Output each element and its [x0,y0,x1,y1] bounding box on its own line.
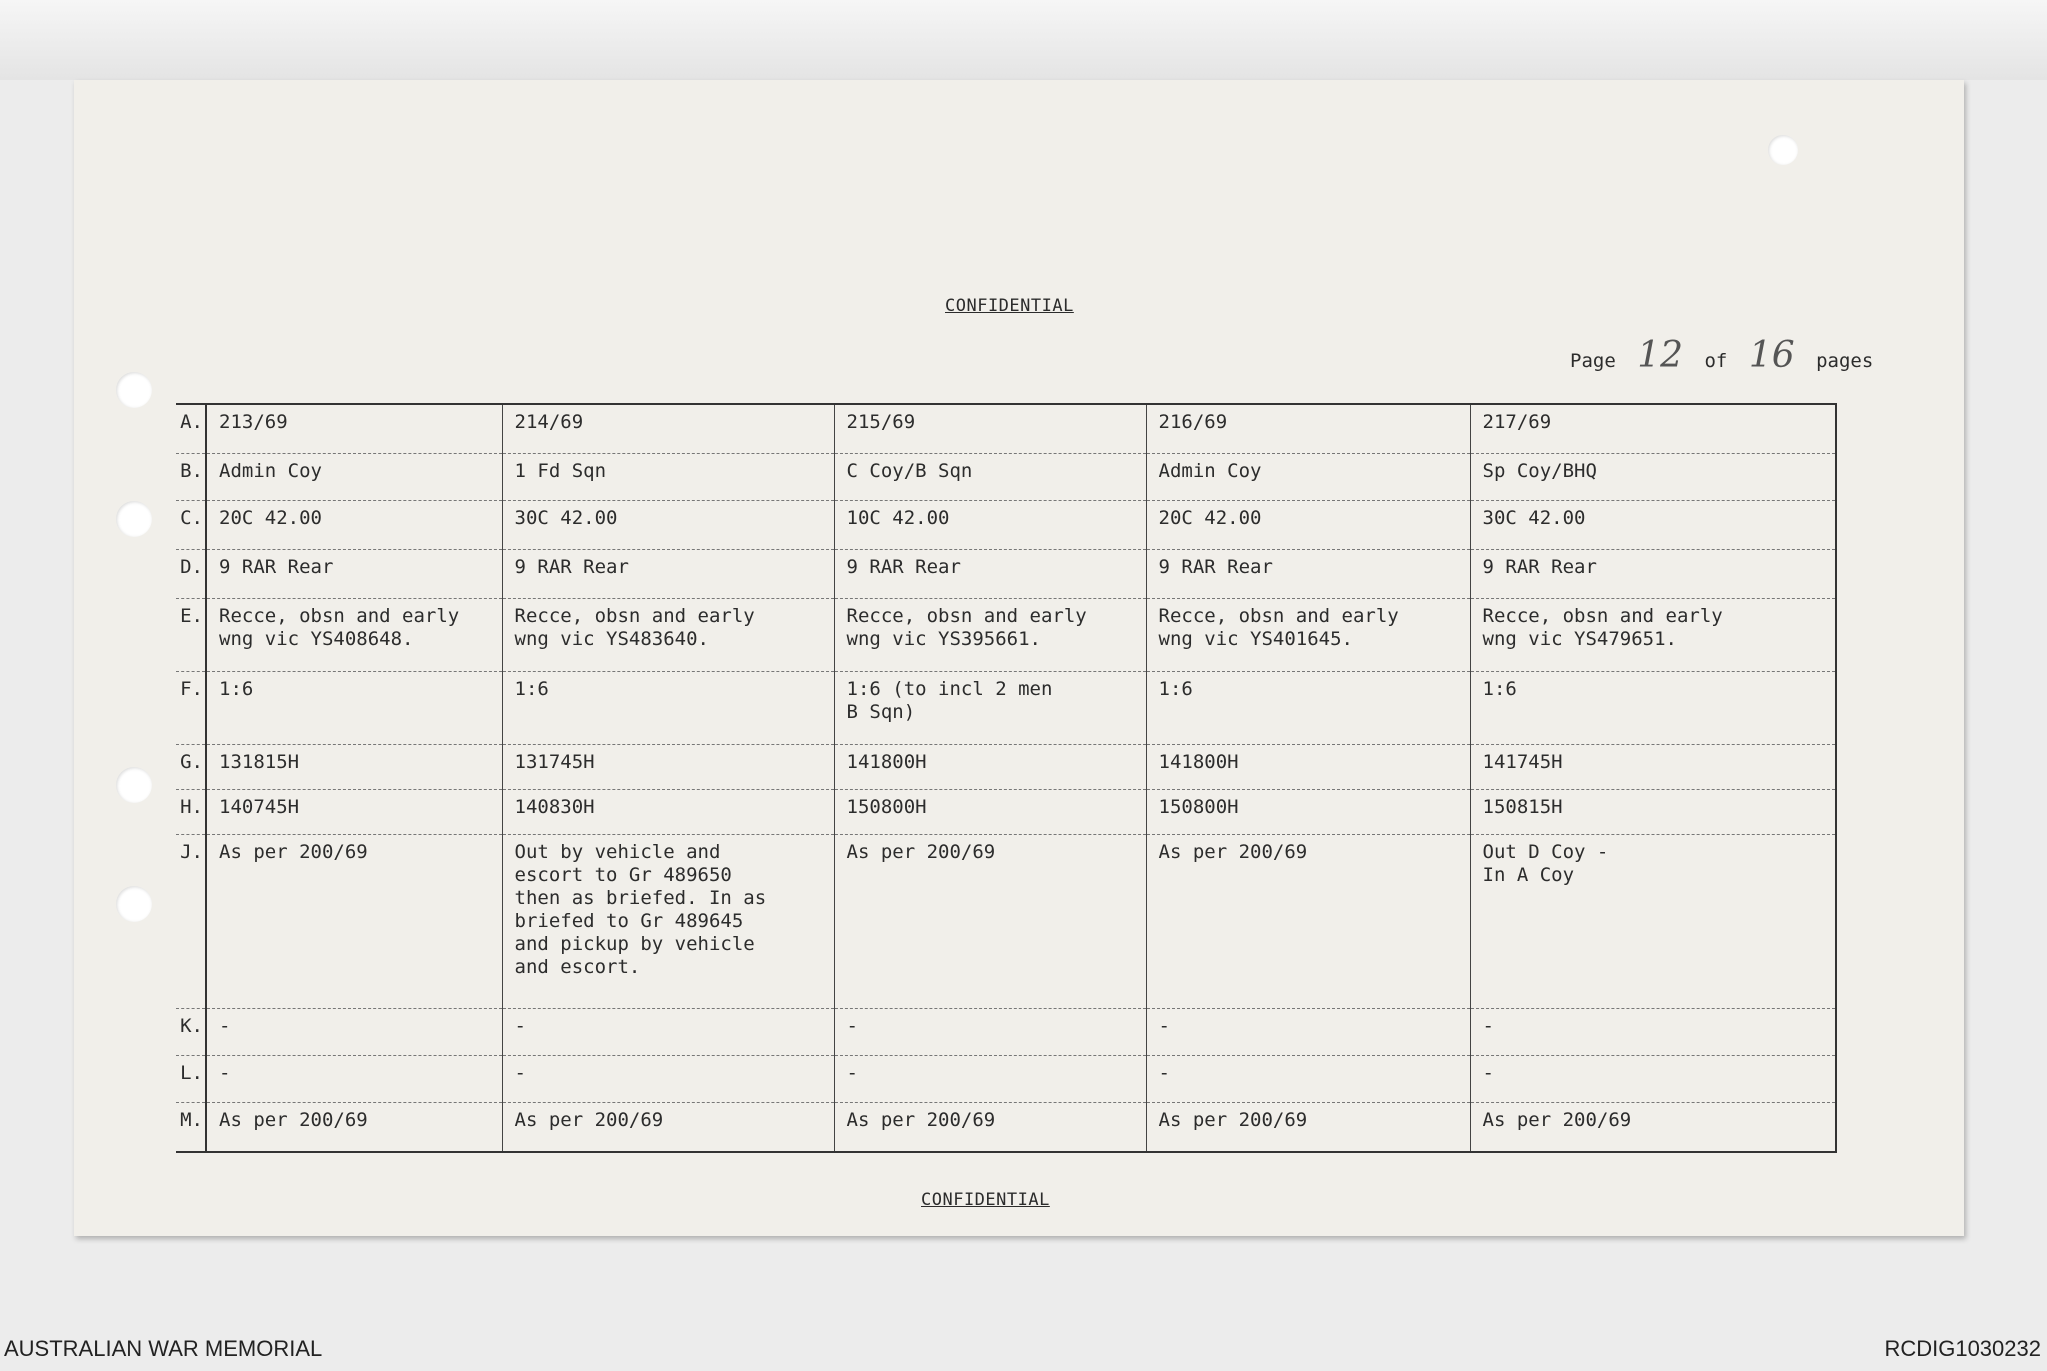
row-key-label: C. [176,500,206,549]
table-cell: 1 Fd Sqn [502,453,834,500]
table-cell: 217/69 [1470,404,1836,453]
table-cell: - [206,1008,502,1055]
row-key-label: A. [176,404,206,453]
table-cell: 30C 42.00 [1470,500,1836,549]
table-cell: - [834,1008,1146,1055]
table-row [176,790,1836,835]
table-cell: 30C 42.00 [502,500,834,549]
table-row [176,500,1836,549]
table-cell: As per 200/69 [834,835,1146,1009]
table-cell: 213/69 [206,404,502,453]
row-key-label: E. [176,599,206,672]
table-row [176,1055,1836,1102]
table-cell: Recce, obsn and early wng vic YS401645. [1146,599,1470,672]
punch-hole [1768,135,1798,165]
table-cell: As per 200/69 [502,1103,834,1152]
table-cell: 140830H [502,790,834,835]
page-label: Page [1570,350,1616,372]
row-key-label: H. [176,790,206,835]
table-cell: Recce, obsn and early wng vic YS395661. [834,599,1146,672]
table-cell: 150800H [1146,790,1470,835]
table-row [176,453,1836,500]
table-cell: Admin Coy [206,453,502,500]
row-key-label: J. [176,835,206,1009]
page-indicator [1570,335,1873,376]
table-row [176,745,1836,790]
table-row [176,599,1836,672]
table-cell: As per 200/69 [834,1103,1146,1152]
table-cell: 131815H [206,745,502,790]
table-cell: Admin Coy [1146,453,1470,500]
table-row [176,404,1836,453]
table-cell: C Coy/B Sqn [834,453,1146,500]
table-cell: 141800H [834,745,1146,790]
table-cell: As per 200/69 [1470,1103,1836,1152]
table-cell: As per 200/69 [206,1103,502,1152]
table-cell: 150815H [1470,790,1836,835]
table-cell: 9 RAR Rear [206,550,502,599]
punch-hole [116,501,152,537]
page-number: 12 [1637,335,1684,376]
table-cell: - [502,1008,834,1055]
table-cell: 140745H [206,790,502,835]
table-cell: - [834,1055,1146,1102]
table-cell: - [206,1055,502,1102]
row-key-label: B. [176,453,206,500]
row-key-label: G. [176,745,206,790]
table-row [176,1008,1836,1055]
footer-record-id: RCDIG1030232 [1884,1336,2041,1361]
table-cell: Recce, obsn and early wng vic YS483640. [502,599,834,672]
table-cell: 9 RAR Rear [1470,550,1836,599]
table-cell: Recce, obsn and early wng vic YS479651. [1470,599,1836,672]
table-cell: Sp Coy/BHQ [1470,453,1836,500]
table-cell: As per 200/69 [1146,835,1470,1009]
row-key-label: M. [176,1103,206,1152]
table-row [176,835,1836,1009]
table-cell: Out D Coy - In A Coy [1470,835,1836,1009]
table-row [176,672,1836,745]
table-cell: As per 200/69 [206,835,502,1009]
table-cell: Recce, obsn and early wng vic YS408648. [206,599,502,672]
punch-hole [116,886,152,922]
table-cell: - [502,1055,834,1102]
table-cell: 215/69 [834,404,1146,453]
table-cell: 9 RAR Rear [1146,550,1470,599]
table-cell: 20C 42.00 [206,500,502,549]
footer-archive-name: AUSTRALIAN WAR MEMORIAL [4,1336,323,1361]
page-suffix: pages [1816,350,1874,372]
table-cell: 216/69 [1146,404,1470,453]
table-cell: 141800H [1146,745,1470,790]
table-cell: 131745H [502,745,834,790]
page-of-label: of [1704,350,1728,372]
table-cell: - [1470,1008,1836,1055]
punch-hole [116,372,152,408]
row-key-label: F. [176,672,206,745]
table-cell: 20C 42.00 [1146,500,1470,549]
table-cell: 214/69 [502,404,834,453]
table-cell: Out by vehicle and escort to Gr 489650 then as briefed. In as briefed to Gr 489645 and pickup by vehicle and escort. [502,835,834,1009]
table-cell: 10C 42.00 [834,500,1146,549]
table-cell: - [1146,1008,1470,1055]
table-cell: 1:6 [206,672,502,745]
table-cell: - [1146,1055,1470,1102]
table-cell: 9 RAR Rear [502,550,834,599]
operations-table [176,403,1837,1153]
table-row [176,550,1836,599]
punch-hole [116,767,152,803]
scanner-background [0,0,2047,80]
table-cell: 1:6 [1146,672,1470,745]
row-key-label: K. [176,1008,206,1055]
row-key-label: D. [176,550,206,599]
classification-top: CONFIDENTIAL [945,296,1074,316]
classification-bottom: CONFIDENTIAL [921,1190,1050,1210]
table-cell: 9 RAR Rear [834,550,1146,599]
row-key-label: L. [176,1055,206,1102]
table-cell: 150800H [834,790,1146,835]
table-cell: 1:6 [502,672,834,745]
table-cell: 1:6 [1470,672,1836,745]
table-row [176,1103,1836,1152]
page-total: 16 [1748,335,1795,376]
table-cell: 1:6 (to incl 2 men B Sqn) [834,672,1146,745]
table-cell: - [1470,1055,1836,1102]
table-cell: 141745H [1470,745,1836,790]
table-cell: As per 200/69 [1146,1103,1470,1152]
